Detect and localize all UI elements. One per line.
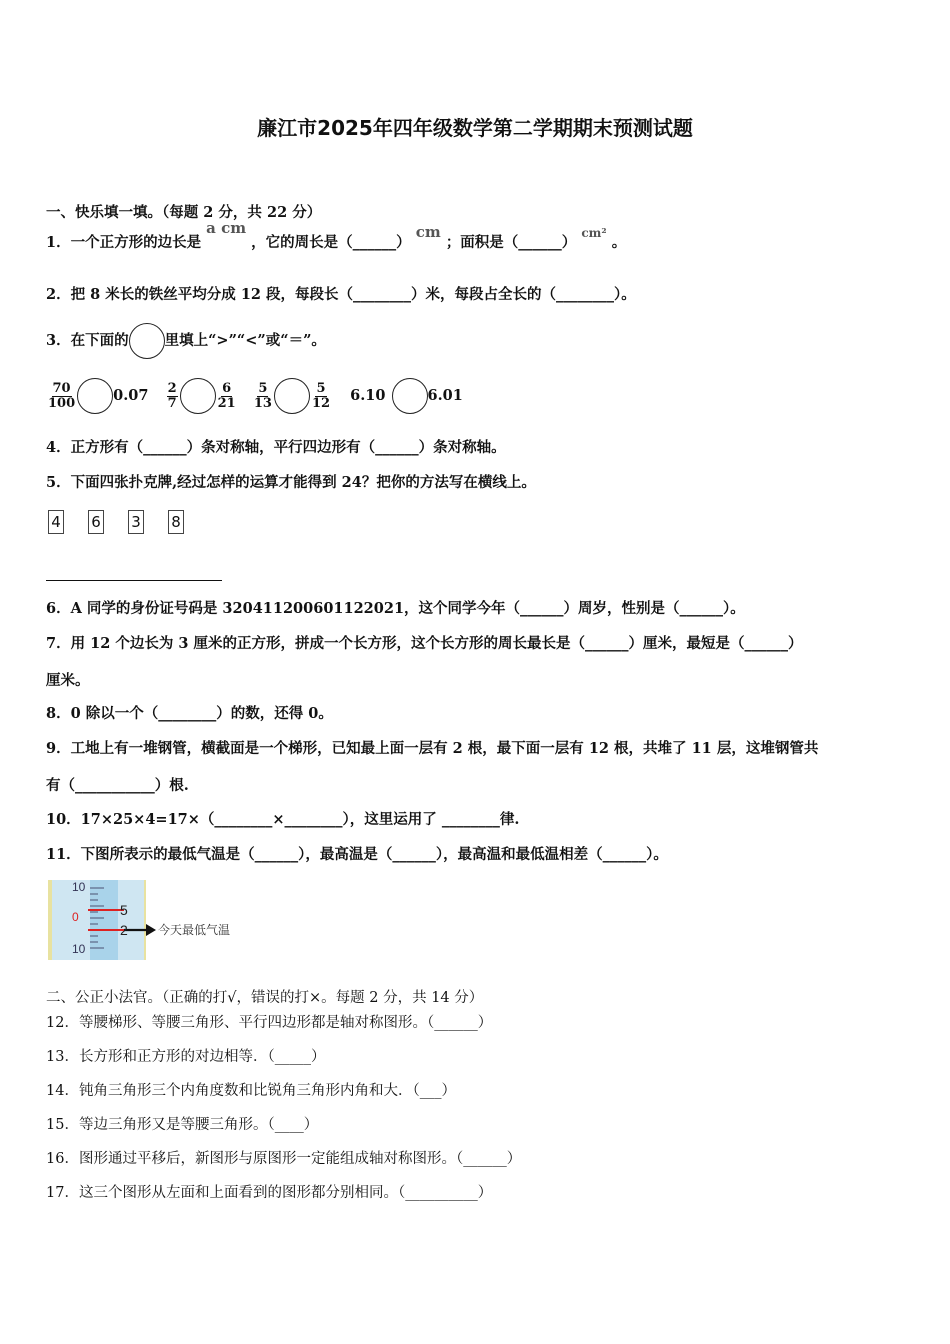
q1-text-1: 1．一个正方形的边长是 (46, 234, 202, 251)
value-0-07: 0.07 (113, 387, 149, 404)
question-5: 5．下面四张扑克牌,经过怎样的运算才能得到 24？把你的方法写在横线上。 (46, 474, 536, 491)
section1-heading: 一、快乐填一填。（每题 2 分，共 22 分） (46, 204, 322, 221)
compare-circle-2[interactable] (180, 378, 216, 414)
q3-text-2: 里填上“>”“<”或“＝”。 (164, 332, 326, 349)
card-6: 6 (88, 510, 104, 534)
question-8: 8．0 除以一个（________）的数，还得 0。 (46, 705, 333, 722)
label-bottom-10: 10 (72, 942, 86, 956)
card-4: 4 (48, 510, 64, 534)
q1-unit-cm: cm (415, 223, 441, 241)
question-16: 16．图形通过平移后，新图形与原图形一定能组成轴对称图形。（______） (46, 1151, 522, 1167)
question-7-line1: 7．用 12 个边长为 3 厘米的正方形，拼成一个长方形，这个长方形的周长最长是（______）厘米，最短是（______） (46, 635, 803, 652)
arrow-icon (146, 924, 156, 936)
question-12: 12．等腰梯形、等腰三角形、平行四边形都是轴对称图形。（______） (46, 1015, 493, 1031)
question-4: 4．正方形有（______）条对称轴，平行四边形有（______）条对称轴。 (46, 439, 506, 456)
answer-line[interactable] (46, 580, 222, 581)
q1-unit-cm2: cm² (581, 226, 607, 240)
question-9-line1: 9．工地上有一堆钢管，横截面是一个梯形，已知最上面一层有 2 根，最下面一层有 12 根，共堆了 11 层，这堆钢管共 (46, 740, 819, 757)
question-17: 17．这三个图形从左面和上面看到的图形都分别相同。（__________） (46, 1185, 493, 1201)
card-8: 8 (168, 510, 184, 534)
page-title: 廉江市2025年四年级数学第二学期期末预测试题 (257, 116, 693, 140)
question-6: 6．A 同学的身份证号码是 320411200601122021，这个同学今年（______）周岁，性别是（______）。 (46, 600, 745, 617)
question-7-line2: 厘米。 (46, 672, 90, 689)
fraction-70-100: $\frac{70}{100}$ (48, 380, 76, 411)
label-0: 0 (72, 910, 79, 924)
q1-unit-a: a cm (206, 219, 247, 237)
question-15: 15．等边三角形又是等腰三角形。（____） (46, 1117, 319, 1133)
question-14: 14．钝角三角形三个内角度数和比锐角三角形内角和大．（___） (46, 1083, 456, 1099)
value-6-01: 6.01 (427, 387, 463, 404)
question-3 (46, 322, 326, 360)
thermometer-caption: 今天最低气温 (158, 923, 231, 937)
fraction-2-7: $\frac{2}{7}$ (167, 380, 177, 411)
question-11: 11．下图所表示的最低气温是（______），最高温是（______），最高温和最低温相差（______）。 (46, 846, 668, 863)
q3-text-1: 3．在下面的 (46, 332, 129, 349)
fraction-6-21: $\frac{6}{21}$ (217, 380, 236, 411)
playing-cards (48, 510, 208, 534)
value-6-10: 6.10 (350, 387, 386, 404)
question-9-line2: 有（___________）根. (46, 777, 189, 794)
q1-text-end: 。 (611, 234, 627, 251)
section2-heading: 二、公正小法官。（正确的打√，错误的打×。每题 2 分，共 14 分） (46, 990, 484, 1006)
label-2: 2 (120, 922, 128, 938)
question-10: 10．17×25×4=17×（________×________），这里运用了 ________律. (46, 811, 520, 828)
card-3: 3 (128, 510, 144, 534)
blank-circle (129, 323, 165, 359)
label-top-10: 10 (72, 880, 86, 894)
thermometer-figure (46, 878, 246, 962)
fraction-5-12: $\frac{5}{12}$ (311, 380, 331, 411)
label-5: 5 (120, 902, 128, 918)
compare-circle-4[interactable] (392, 378, 428, 414)
question-13: 13．长方形和正方形的对边相等．（_____） (46, 1049, 326, 1065)
q1-text-3: ；面积是（______） (445, 234, 577, 251)
question-2: 2．把 8 米长的铁丝平均分成 12 段，每段长（________）米，每段占全长的（________）。 (46, 286, 636, 303)
compare-circle-1[interactable] (77, 378, 113, 414)
fraction-5-13: $\frac{5}{13}$ (253, 380, 272, 411)
question-1 (46, 219, 627, 253)
q1-text-2: ，它的周长是（______） (251, 234, 411, 251)
comparison-row (46, 376, 463, 416)
compare-circle-3[interactable] (274, 378, 310, 414)
